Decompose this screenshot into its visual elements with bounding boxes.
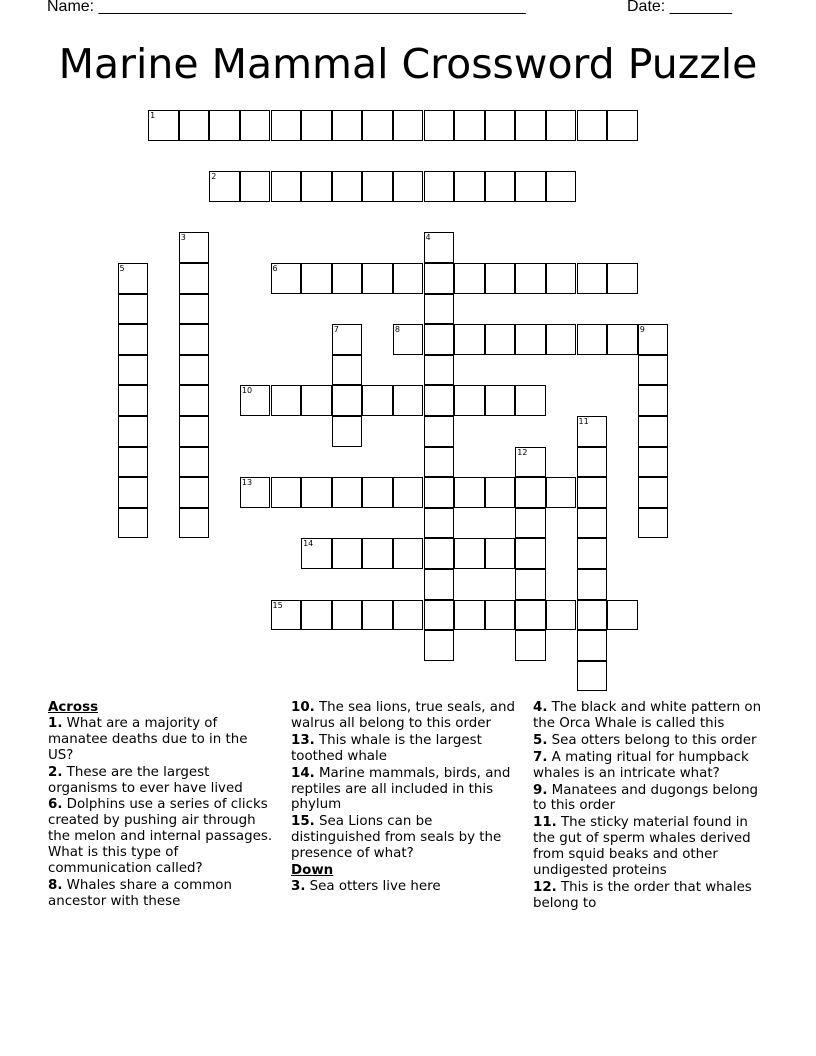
grid-cell[interactable]: [332, 385, 363, 416]
grid-cell[interactable]: [362, 110, 393, 141]
clue-item: [48, 716, 276, 764]
grid-cell[interactable]: [577, 630, 608, 661]
grid-cell[interactable]: [454, 477, 485, 508]
clue-item-text: Sea Lions can be distinguished from seals by the presence of what?: [291, 814, 502, 862]
grid-cell[interactable]: [179, 294, 210, 325]
grid-cell[interactable]: [424, 355, 455, 386]
grid-cell[interactable]: [515, 447, 546, 478]
grid-cell[interactable]: [424, 416, 455, 447]
grid-cell[interactable]: [393, 171, 424, 202]
grid-cell[interactable]: [454, 385, 485, 416]
page-title: Marine Mammal Crossword Puzzle: [58, 40, 758, 88]
name-field-label: Name: ________________________________________________: [47, 0, 526, 15]
grid-cell[interactable]: [546, 477, 577, 508]
clue-item-number: 1.: [48, 715, 63, 731]
clue-item: [291, 733, 519, 765]
grid-cell[interactable]: [424, 447, 455, 478]
clue-item-number: 6.: [48, 797, 63, 813]
grid-cell[interactable]: [424, 385, 455, 416]
clue-number: 12: [517, 447, 528, 457]
clue-number: 11: [578, 417, 589, 426]
grid-cell[interactable]: [515, 110, 546, 141]
clue-item: [533, 733, 769, 749]
grid-cell[interactable]: [118, 355, 149, 386]
grid-cell[interactable]: [179, 355, 210, 386]
clue-item: [291, 766, 519, 814]
clue-item: [533, 750, 769, 782]
grid-cell[interactable]: [638, 324, 669, 355]
clue-number: 15: [272, 600, 283, 610]
grid-cell[interactable]: [577, 508, 608, 539]
grid-cell[interactable]: [362, 263, 393, 294]
grid-cell[interactable]: [424, 569, 455, 600]
grid-cell[interactable]: [454, 538, 485, 569]
grid-cell[interactable]: [393, 538, 424, 569]
grid-cell[interactable]: [424, 630, 455, 661]
clue-number: 7: [333, 325, 339, 335]
grid-cell[interactable]: [301, 600, 332, 631]
clue-item-text: Manatees and dugongs belong to this order: [533, 782, 759, 814]
grid-cell[interactable]: [332, 477, 363, 508]
clue-item-text: Marine mammals, birds, and reptiles are all included in this phylum: [291, 765, 511, 813]
grid-cell[interactable]: [424, 324, 455, 355]
grid-cell[interactable]: [332, 600, 363, 631]
grid-cell[interactable]: [179, 477, 210, 508]
clue-item: [291, 700, 519, 732]
clue-column-2: [291, 700, 519, 896]
clue-number: 13: [241, 478, 253, 488]
clue-item-number: 3.: [291, 878, 306, 894]
clue-item-number: 12.: [533, 879, 557, 895]
clue-item: [48, 878, 276, 910]
grid-cell[interactable]: [515, 385, 546, 416]
grid-cell[interactable]: [546, 600, 577, 631]
grid-cell[interactable]: [301, 538, 332, 569]
clue-item-text: Whales share a common ancestor with these: [48, 877, 232, 909]
clue-item-text: Dolphins use a series of clicks created by pushing air through the melon and internal passages. What is this type of communication called?: [48, 797, 273, 877]
clue-number: 4: [425, 233, 431, 243]
grid-cell[interactable]: [577, 263, 608, 294]
clue-column-3: [533, 700, 769, 913]
grid-cell[interactable]: [209, 110, 240, 141]
grid-cell[interactable]: [515, 477, 546, 508]
grid-cell[interactable]: [485, 110, 516, 141]
grid-cell[interactable]: [118, 294, 149, 325]
grid-cell[interactable]: [485, 538, 516, 569]
across-clue-list-continued: [291, 700, 519, 862]
across-heading: Across: [48, 700, 99, 715]
grid-cell[interactable]: [424, 171, 455, 202]
grid-cell[interactable]: [362, 171, 393, 202]
grid-cell[interactable]: [485, 171, 516, 202]
clue-item-text: The sticky material found in the gut of sperm whales derived from squid beaks and other undigested proteins: [533, 815, 751, 879]
grid-cell[interactable]: [393, 263, 424, 294]
grid-cell[interactable]: [179, 232, 210, 263]
grid-cell[interactable]: [118, 447, 149, 478]
grid-cell[interactable]: [118, 263, 149, 294]
grid-cell[interactable]: [577, 569, 608, 600]
clue-item: [533, 880, 769, 912]
grid-cell[interactable]: [362, 385, 393, 416]
clue-item-number: 13.: [291, 732, 315, 748]
clue-item-number: 14.: [291, 765, 315, 781]
clue-item-number: 5.: [533, 732, 548, 748]
grid-cell[interactable]: [454, 324, 485, 355]
grid-cell[interactable]: [638, 447, 669, 478]
grid-cell[interactable]: [332, 538, 363, 569]
clue-number: 14: [303, 539, 314, 549]
clue-number: 10: [241, 386, 253, 396]
grid-cell[interactable]: [607, 263, 638, 294]
grid-cell[interactable]: [179, 447, 210, 478]
grid-cell[interactable]: [424, 232, 455, 263]
clue-number: 3: [180, 233, 186, 243]
clue-item-number: 10.: [291, 700, 315, 715]
grid-cell[interactable]: [271, 263, 302, 294]
clue-item: [48, 765, 276, 797]
clue-item-text: The black and white pattern on the Orca Whale is called this: [533, 700, 762, 731]
grid-cell[interactable]: [301, 385, 332, 416]
grid-cell[interactable]: [424, 538, 455, 569]
grid-cell[interactable]: [424, 477, 455, 508]
clue-number: 6: [272, 264, 278, 273]
grid-cell[interactable]: [577, 447, 608, 478]
grid-cell[interactable]: [577, 110, 608, 141]
grid-cell[interactable]: [179, 416, 210, 447]
grid-cell[interactable]: [577, 600, 608, 631]
clue-item-number: 15.: [291, 814, 315, 830]
grid-cell[interactable]: [362, 538, 393, 569]
grid-cell[interactable]: [179, 385, 210, 416]
grid-cell[interactable]: [240, 171, 271, 202]
grid-cell[interactable]: [424, 600, 455, 631]
grid-cell[interactable]: [638, 508, 669, 539]
grid-cell[interactable]: [638, 416, 669, 447]
across-clue-list: [48, 716, 276, 910]
grid-cell[interactable]: [515, 538, 546, 569]
clue-column-1: [48, 700, 276, 911]
grid-cell[interactable]: [424, 110, 455, 141]
clue-number: 2: [211, 172, 217, 182]
grid-cell[interactable]: [332, 355, 363, 386]
grid-cell[interactable]: [118, 416, 149, 447]
grid-cell[interactable]: [485, 324, 516, 355]
grid-cell[interactable]: [546, 110, 577, 141]
grid-cell[interactable]: [454, 110, 485, 141]
grid-cell[interactable]: [424, 294, 455, 325]
grid-cell[interactable]: [271, 110, 302, 141]
grid-cell[interactable]: [485, 477, 516, 508]
grid-cell[interactable]: [179, 324, 210, 355]
grid-cell[interactable]: [546, 171, 577, 202]
grid-cell[interactable]: [179, 508, 210, 539]
grid-cell[interactable]: [301, 110, 332, 141]
grid-cell[interactable]: [546, 263, 577, 294]
grid-cell[interactable]: [393, 385, 424, 416]
grid-cell[interactable]: [118, 477, 149, 508]
clue-item-number: 11.: [533, 815, 557, 831]
clue-item-number: 2.: [48, 764, 63, 780]
clue-item-number: 8.: [48, 877, 63, 893]
clue-number: 9: [639, 325, 645, 335]
grid-cell[interactable]: [301, 263, 332, 294]
grid-cell[interactable]: [332, 110, 363, 141]
clue-item: [48, 797, 276, 877]
grid-cell[interactable]: [179, 263, 210, 294]
grid-cell[interactable]: [607, 600, 638, 631]
clue-item-number: 4.: [533, 700, 548, 715]
grid-cell[interactable]: [148, 110, 179, 141]
grid-cell[interactable]: [577, 538, 608, 569]
grid-cell[interactable]: [393, 110, 424, 141]
grid-cell[interactable]: [271, 171, 302, 202]
grid-cell[interactable]: [577, 324, 608, 355]
grid-cell[interactable]: [179, 110, 210, 141]
grid-cell[interactable]: [362, 477, 393, 508]
grid-cell[interactable]: [638, 355, 669, 386]
grid-cell[interactable]: [240, 477, 271, 508]
clue-item: [291, 814, 519, 862]
clue-item-text: The sea lions, true seals, and walrus all belong to this order: [291, 700, 515, 731]
clue-item: [533, 815, 769, 879]
clue-number: 5: [119, 264, 125, 273]
grid-cell[interactable]: [271, 477, 302, 508]
grid-cell[interactable]: [515, 171, 546, 202]
clue-item-text: A mating ritual for humpback whales is an intricate what?: [533, 749, 749, 781]
grid-cell[interactable]: [301, 477, 332, 508]
grid-cell[interactable]: [393, 477, 424, 508]
grid-cell[interactable]: [240, 385, 271, 416]
grid-cell[interactable]: [271, 385, 302, 416]
grid-cell[interactable]: [424, 263, 455, 294]
grid-cell[interactable]: [240, 110, 271, 141]
grid-cell[interactable]: [393, 600, 424, 631]
grid-cell[interactable]: [515, 569, 546, 600]
grid-cell[interactable]: [118, 385, 149, 416]
grid-cell[interactable]: [515, 263, 546, 294]
down-heading: Down: [291, 863, 334, 879]
grid-cell[interactable]: [332, 263, 363, 294]
grid-cell[interactable]: [209, 171, 240, 202]
grid-cell[interactable]: [485, 263, 516, 294]
grid-cell[interactable]: [485, 600, 516, 631]
down-clue-list-continued: [533, 700, 769, 912]
grid-cell[interactable]: [577, 477, 608, 508]
clue-item-text: These are the largest organisms to ever have lived: [48, 764, 243, 796]
grid-cell[interactable]: [607, 110, 638, 141]
grid-cell[interactable]: [271, 600, 302, 631]
grid-cell[interactable]: [638, 477, 669, 508]
grid-cell[interactable]: [638, 385, 669, 416]
grid-cell[interactable]: [332, 416, 363, 447]
grid-cell[interactable]: [515, 600, 546, 631]
clue-item-number: 7.: [533, 749, 548, 765]
clue-item-text: This is the order that whales belong to: [533, 879, 752, 911]
grid-cell[interactable]: [546, 324, 577, 355]
clue-item-text: What are a majority of manatee deaths due to in the US?: [48, 715, 248, 763]
clue-item: [533, 783, 769, 815]
grid-cell[interactable]: [424, 508, 455, 539]
grid-cell[interactable]: [577, 416, 608, 447]
grid-cell[interactable]: [301, 171, 332, 202]
grid-cell[interactable]: [607, 324, 638, 355]
clue-item: [533, 700, 769, 732]
grid-cell[interactable]: [118, 508, 149, 539]
clue-number: 1: [150, 111, 156, 120]
clue-item-text: Sea otters belong to this order: [547, 732, 757, 748]
grid-cell[interactable]: [118, 324, 149, 355]
clue-item-number: 9.: [533, 782, 548, 798]
grid-cell[interactable]: [332, 324, 363, 355]
clue-item: [291, 879, 519, 895]
grid-cell[interactable]: [332, 171, 363, 202]
grid-cell[interactable]: [454, 600, 485, 631]
grid-cell[interactable]: [515, 630, 546, 661]
grid-cell[interactable]: [454, 171, 485, 202]
grid-cell[interactable]: [485, 385, 516, 416]
down-clue-list: [291, 879, 519, 895]
clue-number: 8: [394, 325, 400, 335]
date-field-label: Date: _______: [627, 0, 732, 15]
grid-cell[interactable]: [362, 600, 393, 631]
grid-cell[interactable]: [515, 324, 546, 355]
grid-cell[interactable]: [515, 508, 546, 539]
grid-cell[interactable]: [577, 661, 608, 692]
grid-cell[interactable]: [454, 263, 485, 294]
clue-item-text: Sea otters live here: [305, 878, 441, 894]
clue-item-text: This whale is the largest toothed whale: [291, 732, 482, 764]
grid-cell[interactable]: [393, 324, 424, 355]
